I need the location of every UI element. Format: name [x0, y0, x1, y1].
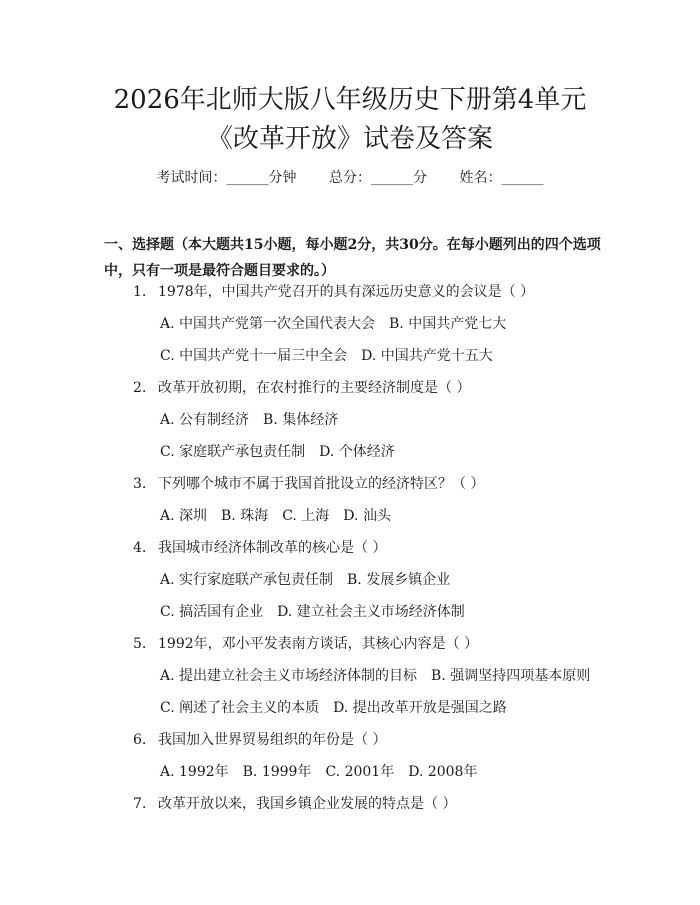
exam-meta: [0, 168, 700, 188]
question-options: C. 家庭联产承包责任制 D. 个体经济: [160, 444, 395, 460]
question-options: A. 1992年 B. 1999年 C. 2001年 D. 2008年: [160, 764, 478, 780]
question-options: C. 中国共产党十一届三中全会 D. 中国共产党十五大: [160, 348, 493, 364]
question-text: 下列哪个城市不属于我国首批设立的经济特区？（ ）: [158, 476, 485, 492]
question-number: 5.: [133, 636, 147, 652]
question-text: 1978年，中国共产党召开的具有深远历史意义的会议是（ ）: [158, 284, 535, 300]
question-text: 我国加入世界贸易组织的年份是（ ）: [158, 732, 387, 748]
question-text: 我国城市经济体制改革的核心是（ ）: [158, 540, 387, 556]
question-options: A. 提出建立社会主义市场经济体制的目标 B. 强调坚持四项基本原则: [160, 668, 591, 684]
question-options: A. 公有制经济 B. 集体经济: [160, 412, 339, 428]
question-stem: [133, 474, 603, 494]
question-number: 7.: [133, 796, 147, 812]
question-options: A. 深圳 B. 珠海 C. 上海 D. 汕头: [160, 508, 391, 524]
question-options: A. 中国共产党第一次全国代表大会 B. 中国共产党七大: [160, 316, 507, 332]
page-title-line2: 《改革开放》试卷及答案: [206, 124, 493, 154]
question-stem: [133, 282, 603, 302]
question-text: 1992年，邓小平发表南方谈话，其核心内容是（ ）: [158, 636, 479, 652]
question-stem: [133, 794, 603, 814]
question-stem: [133, 730, 603, 750]
page-title-line1: 2026年北师大版八年级历史下册第4单元: [113, 85, 587, 115]
question-stem: [133, 538, 603, 558]
name-label: 姓名：______: [459, 170, 544, 186]
question-number: 2.: [133, 380, 147, 396]
question-text: 改革开放初期，在农村推行的主要经济制度是（ ）: [158, 380, 471, 396]
section-heading: 一、选择题（本大题共15小题，每小题2分，共30分。在每小题列出的四个选项中，只有一项是最符合题目要求的。）: [104, 237, 601, 279]
exam-time-label: 考试时间：______分钟: [156, 170, 297, 186]
question-number: 4.: [133, 540, 147, 556]
question-number: 3.: [133, 476, 147, 492]
question-options: C. 阐述了社会主义的本质 D. 提出改革开放是强国之路: [160, 700, 507, 716]
question-text: 改革开放以来，我国乡镇企业发展的特点是（ ）: [158, 796, 457, 812]
question-number: 1.: [133, 284, 147, 300]
question-options: A. 实行家庭联产承包责任制 B. 发展乡镇企业: [160, 572, 451, 588]
question-number: 6.: [133, 732, 147, 748]
question-stem: [133, 634, 603, 654]
question-stem: [133, 378, 603, 398]
question-options: C. 搞活国有企业 D. 建立社会主义市场经济体制: [160, 604, 465, 620]
total-score-label: 总分：______分: [329, 170, 427, 186]
